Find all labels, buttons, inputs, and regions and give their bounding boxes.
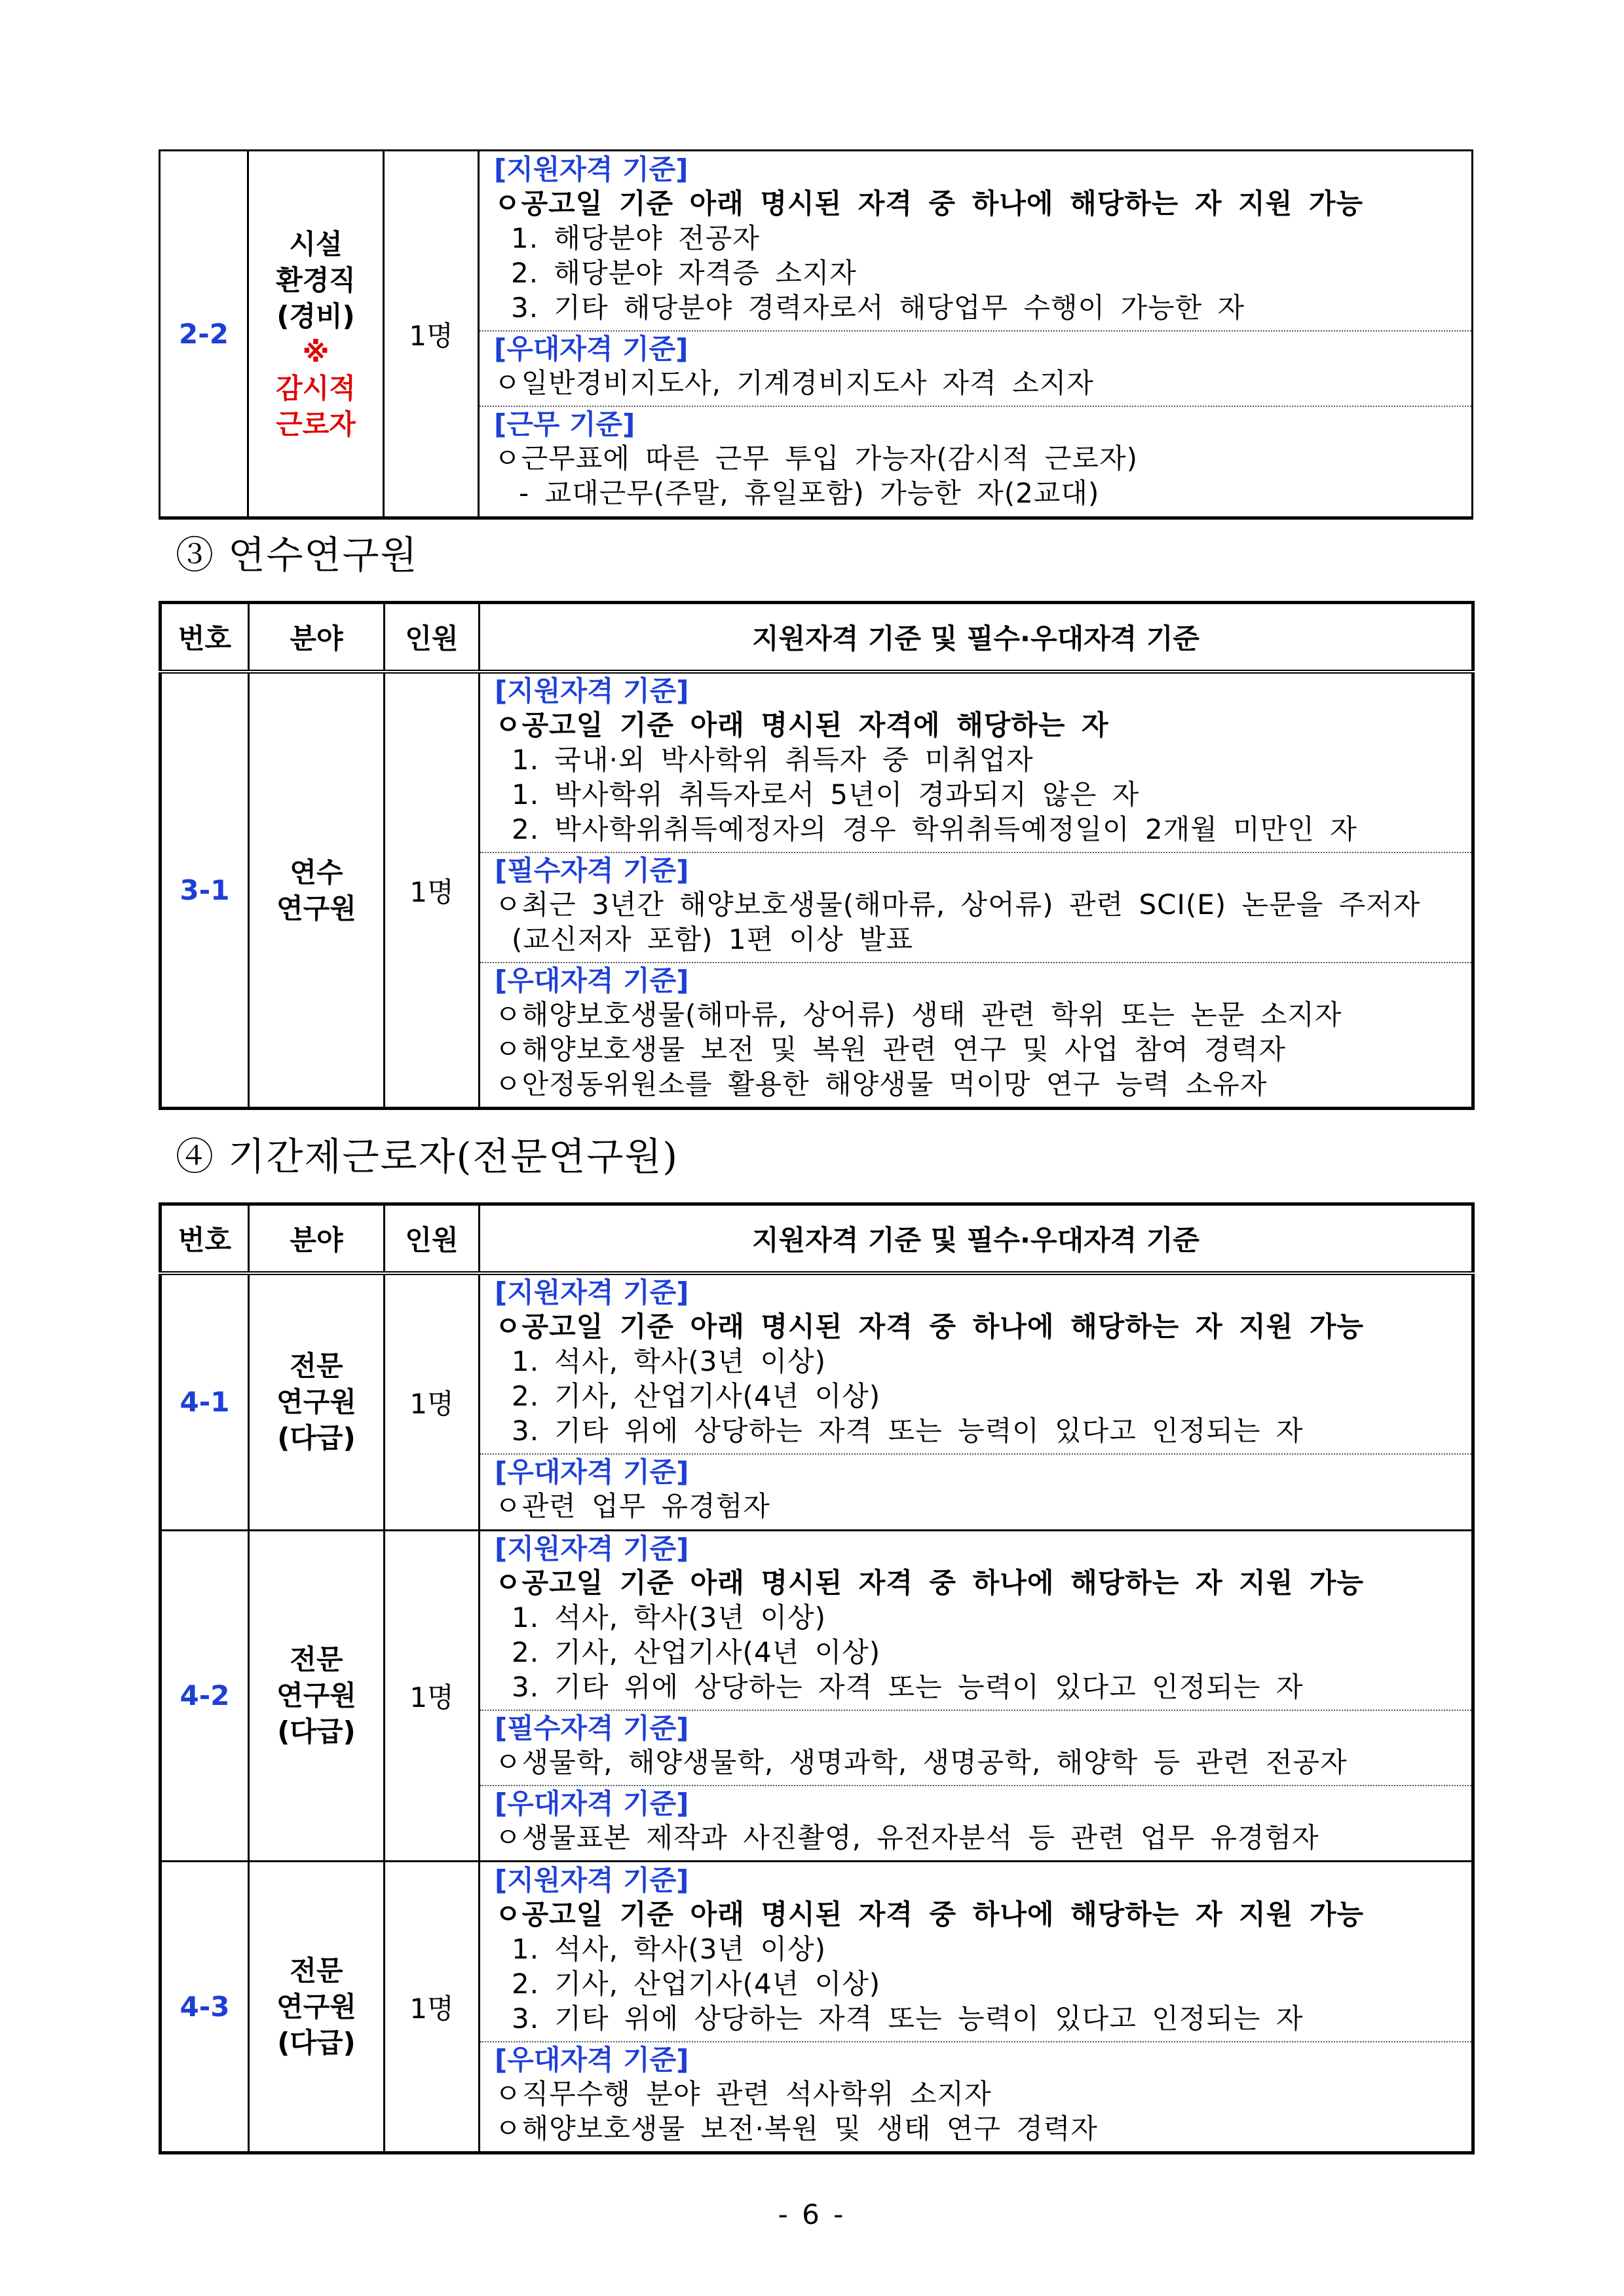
criteria-label: [우대자격 기준] [495, 965, 689, 997]
criteria-line: 3. 기타 위에 상당하는 자격 또는 능력이 있다고 인정되는 자 [512, 1415, 1304, 1447]
header-num: 번호 [161, 1204, 249, 1274]
row-count: 1명 [384, 151, 479, 518]
criteria-cell [480, 1862, 1473, 2153]
criteria-cell [479, 151, 1473, 518]
criteria-line: ㅇ해양보호생물 보전 및 복원 관련 연구 및 사업 참여 경력자 [495, 1033, 1286, 1065]
section-heading: ④ 기간제근로자(전문연구원) [176, 1134, 679, 1179]
criteria-label: [지원자격 기준] [495, 675, 689, 707]
criteria-line: ㅇ해양보호생물 보전·복원 및 생태 연구 경력자 [495, 2112, 1098, 2145]
criteria-line: ㅇ해양보호생물(해마류, 상어류) 생태 관련 학위 또는 논문 소지자 [495, 999, 1342, 1031]
criteria-label: [필수자격 기준] [495, 1712, 689, 1744]
header-field: 분야 [249, 603, 385, 672]
row-field [249, 1862, 385, 2153]
criteria-line: ㅇ안정동위원소를 활용한 해양생물 먹이망 연구 능력 소유자 [495, 1068, 1268, 1100]
row-field [249, 672, 385, 1109]
criteria-line: ㅇ근무표에 따른 근무 투입 가능자(감시적 근로자) [494, 442, 1138, 474]
field-note: ※ [302, 335, 330, 368]
criteria-block [480, 1710, 1471, 1785]
header-criteria: 지원자격 기준 및 필수·우대자격 기준 [480, 603, 1473, 672]
criteria-label: [우대자격 기준] [495, 1787, 689, 1820]
row-field [249, 1273, 385, 1530]
table-row [160, 151, 1473, 518]
criteria-line: 2. 기사, 산업기사(4년 이상) [512, 1380, 881, 1413]
row-count: 1명 [385, 1530, 480, 1862]
criteria-line: ㅇ최근 3년간 해양보호생물(해마류, 상어류) 관련 SCI(E) 논문을 주저자 [495, 889, 1421, 921]
criteria-block [480, 2041, 1471, 2151]
table-header-row [161, 1204, 1473, 1274]
table-header-row [161, 603, 1473, 672]
criteria-line: 3. 기타 위에 상당하는 자격 또는 능력이 있다고 인정되는 자 [512, 2002, 1304, 2035]
header-criteria: 지원자격 기준 및 필수·우대자격 기준 [480, 1204, 1473, 1274]
row-number: 4-3 [161, 1862, 249, 2153]
criteria-cell [480, 1273, 1473, 1530]
field-line: 전문 [290, 1955, 343, 1987]
criteria-line: 2. 박사학위취득예정자의 경우 학위취득예정일이 2개월 미만인 자 [512, 813, 1357, 845]
header-count: 인원 [385, 603, 480, 672]
criteria-line: 2. 기사, 산업기사(4년 이상) [512, 1967, 881, 2000]
criteria-block [480, 1275, 1471, 1453]
criteria-line: ㅇ공고일 기준 아래 명시된 자격 중 하나에 해당하는 자 지원 가능 [495, 1311, 1365, 1343]
staff-table-continued [159, 149, 1473, 520]
field-line: 연구원 [276, 1991, 356, 2023]
criteria-block [480, 406, 1471, 516]
criteria-line: ㅇ생물학, 해양생물학, 생명과학, 생명공학, 해양학 등 관련 전공자 [495, 1746, 1348, 1778]
field-note: 근로자 [276, 408, 356, 440]
table-row [161, 1530, 1473, 1862]
field-line: (다급) [277, 1715, 356, 1748]
criteria-cell [480, 672, 1473, 1109]
table-row [161, 672, 1473, 1109]
criteria-line: 1. 박사학위 취득자로서 5년이 경과되지 않은 자 [512, 778, 1140, 811]
field-line: 전문 [290, 1643, 343, 1676]
criteria-line: 1. 석사, 학사(3년 이상) [512, 1932, 826, 1965]
row-number: 3-1 [161, 672, 249, 1109]
table-row [161, 1273, 1473, 1530]
criteria-label: [지원자격 기준] [494, 153, 689, 185]
row-count: 1명 [385, 1862, 480, 2153]
criteria-label: [우대자격 기준] [494, 333, 689, 365]
criteria-line: ㅇ관련 업무 유경험자 [495, 1490, 770, 1523]
criteria-block [480, 852, 1471, 962]
criteria-line: 2. 해당분야 자격증 소지자 [511, 257, 857, 289]
row-count: 1명 [385, 1273, 480, 1530]
criteria-line: ㅇ일반경비지도사, 기계경비지도사 자격 소지자 [494, 367, 1094, 399]
field-line: 시설 [289, 227, 343, 260]
field-line: (다급) [277, 2027, 356, 2059]
criteria-line: ㅇ직무수행 분야 관련 석사학위 소지자 [495, 2077, 992, 2110]
table-row [161, 1862, 1473, 2153]
criteria-label: [근무 기준] [494, 408, 635, 440]
criteria-label: [지원자격 기준] [495, 1276, 689, 1309]
criteria-label: [필수자격 기준] [495, 854, 689, 887]
field-line: 전문 [290, 1350, 343, 1383]
field-line: 연수 [290, 856, 343, 889]
header-count: 인원 [385, 1204, 480, 1274]
criteria-block [480, 1453, 1471, 1529]
criteria-label: [우대자격 기준] [495, 2043, 689, 2076]
criteria-label: [지원자격 기준] [495, 1864, 689, 1896]
criteria-block [480, 330, 1471, 406]
field-line: 연구원 [276, 1386, 356, 1419]
criteria-line: 1. 석사, 학사(3년 이상) [512, 1345, 826, 1378]
criteria-block [480, 1863, 1471, 2041]
row-field [249, 1530, 385, 1862]
criteria-label: [지원자격 기준] [495, 1532, 689, 1565]
research-fellow-table [159, 601, 1475, 1110]
header-num: 번호 [161, 603, 249, 672]
criteria-line: 2. 기사, 산업기사(4년 이상) [512, 1636, 881, 1668]
criteria-line: 3. 기타 해당분야 경력자로서 해당업무 수행이 가능한 자 [511, 292, 1245, 324]
row-number: 2-2 [160, 151, 248, 518]
row-number: 4-2 [161, 1530, 249, 1862]
field-line: (경비) [276, 299, 355, 332]
criteria-cell [480, 1530, 1473, 1862]
criteria-block [480, 1785, 1471, 1860]
criteria-line: ㅇ공고일 기준 아래 명시된 자격 중 하나에 해당하는 자 지원 가능 [495, 1566, 1365, 1599]
section-heading: ③ 연수연구원 [176, 533, 419, 577]
criteria-line: 1. 국내·외 박사학위 취득자 중 미취업자 [512, 744, 1034, 776]
field-line: 연구원 [276, 892, 356, 925]
criteria-line: 3. 기타 위에 상당하는 자격 또는 능력이 있다고 인정되는 자 [512, 1670, 1304, 1703]
criteria-line: 1. 해당분야 전공자 [511, 222, 760, 254]
field-line: 연구원 [276, 1679, 356, 1712]
row-field [248, 151, 384, 518]
criteria-block [480, 1531, 1471, 1710]
page-number: - 6 - [778, 2198, 846, 2230]
row-count: 1명 [385, 672, 480, 1109]
criteria-block [480, 152, 1471, 330]
criteria-line: ㅇ공고일 기준 아래 명시된 자격에 해당하는 자 [495, 709, 1109, 741]
criteria-block [480, 674, 1471, 852]
criteria-line: (교신저자 포함) 1편 이상 발표 [512, 923, 914, 955]
specialist-researcher-table [159, 1202, 1475, 2154]
field-note: 감시적 [276, 372, 356, 404]
criteria-line: ㅇ공고일 기준 아래 명시된 자격 중 하나에 해당하는 자 지원 가능 [495, 1898, 1365, 1930]
row-number: 4-1 [161, 1273, 249, 1530]
criteria-line: ㅇ공고일 기준 아래 명시된 자격 중 하나에 해당하는 자 지원 가능 [494, 187, 1364, 220]
criteria-label: [우대자격 기준] [495, 1456, 689, 1489]
field-line: 환경직 [276, 263, 356, 296]
field-line: (다급) [277, 1422, 356, 1455]
header-field: 분야 [249, 1204, 385, 1274]
criteria-line: - 교대근무(주말, 휴일포함) 가능한 자(2교대) [519, 477, 1100, 509]
criteria-block [480, 962, 1471, 1107]
criteria-line: ㅇ생물표본 제작과 사진촬영, 유전자분석 등 관련 업무 유경험자 [495, 1821, 1319, 1854]
criteria-line: 1. 석사, 학사(3년 이상) [512, 1601, 826, 1634]
